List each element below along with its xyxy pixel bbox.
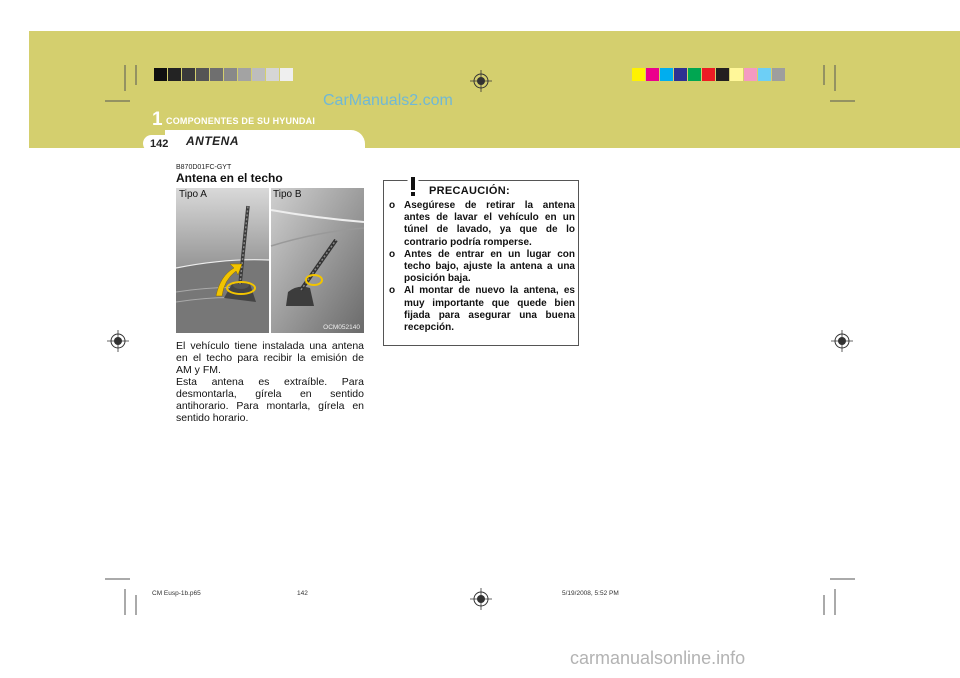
antenna-illustration [176,188,364,333]
color-swatch [688,68,701,81]
caution-item-text: Asegúrese de retirar la antena antes de lavar el vehículo en un túnel de lavado, ya que de lo contrario podría romperse. [404,200,575,248]
process-color-bar [632,68,786,81]
color-swatch [660,68,673,81]
figure-code: OCM052140 [323,324,360,331]
list-item [389,249,575,286]
color-swatch [674,68,687,81]
grayscale-color-bar [154,68,294,81]
list-item [389,200,575,249]
color-swatch [632,68,645,81]
color-swatch [758,68,771,81]
paragraph: Esta antena es extraíble. Para desmontarla, gírela en sentido antihorario. Para montarla, gírela en sentido horario. [176,376,364,424]
content-heading: Antena en el techo [176,171,283,185]
registration-mark-left [107,330,129,352]
footer-page: 142 [297,590,308,597]
color-swatch [772,68,785,81]
body-text [176,340,364,424]
antenna-figure [176,188,364,333]
color-swatch [252,68,265,81]
color-swatch [238,68,251,81]
warning-triangle-icon [396,169,430,199]
figure-label-type-b: Tipo B [273,189,302,200]
color-swatch [210,68,223,81]
color-swatch [280,68,293,81]
caution-item-text: Antes de entrar en un lugar con techo bajo, ajuste la antena a una posición baja. [404,248,575,285]
bullet-marker: o [389,200,396,211]
crop-mark-bottom-right [800,575,860,615]
color-swatch [702,68,715,81]
registration-mark-right [831,330,853,352]
color-swatch [266,68,279,81]
color-swatch [196,68,209,81]
section-title: ANTENA [186,134,239,148]
crop-mark-top-right [800,65,860,105]
color-swatch [744,68,757,81]
list-item [389,285,575,334]
caution-title: PRECAUCIÓN: [429,185,510,197]
color-swatch [646,68,659,81]
registration-mark-top [470,70,492,92]
footer-date: 5/19/2008, 5:52 PM [562,590,619,597]
crop-mark-top-left [100,65,160,105]
bullet-marker: o [389,285,396,297]
figure-label-type-a: Tipo A [179,189,207,200]
watermark-bottom[interactable]: carmanualsonline.info [570,648,746,668]
watermark-top[interactable]: CarManuals2.com [323,92,453,109]
color-swatch [182,68,195,81]
color-swatch [224,68,237,81]
crop-mark-bottom-left [100,575,160,615]
chapter-title: COMPONENTES DE SU HYUNDAI [166,116,316,126]
caution-box [383,180,579,346]
doc-code: B870D01FC-GYT [176,164,232,171]
page-number: 142 [150,138,169,150]
caution-list [389,200,575,334]
paragraph: El vehículo tiene instalada una antena en el techo para recibir la emisión de AM y FM. [176,340,364,376]
color-swatch [168,68,181,81]
footer-file: CM Eusp-1b.p65 [152,590,201,597]
registration-mark-bottom [470,588,492,610]
caution-item-text: Al montar de nuevo la antena, es muy importante que quede bien fijada para asegurar una buena recepción. [404,285,575,334]
color-swatch [730,68,743,81]
color-swatch [716,68,729,81]
chapter-number: 1 [152,109,163,130]
bullet-marker: o [389,248,396,260]
